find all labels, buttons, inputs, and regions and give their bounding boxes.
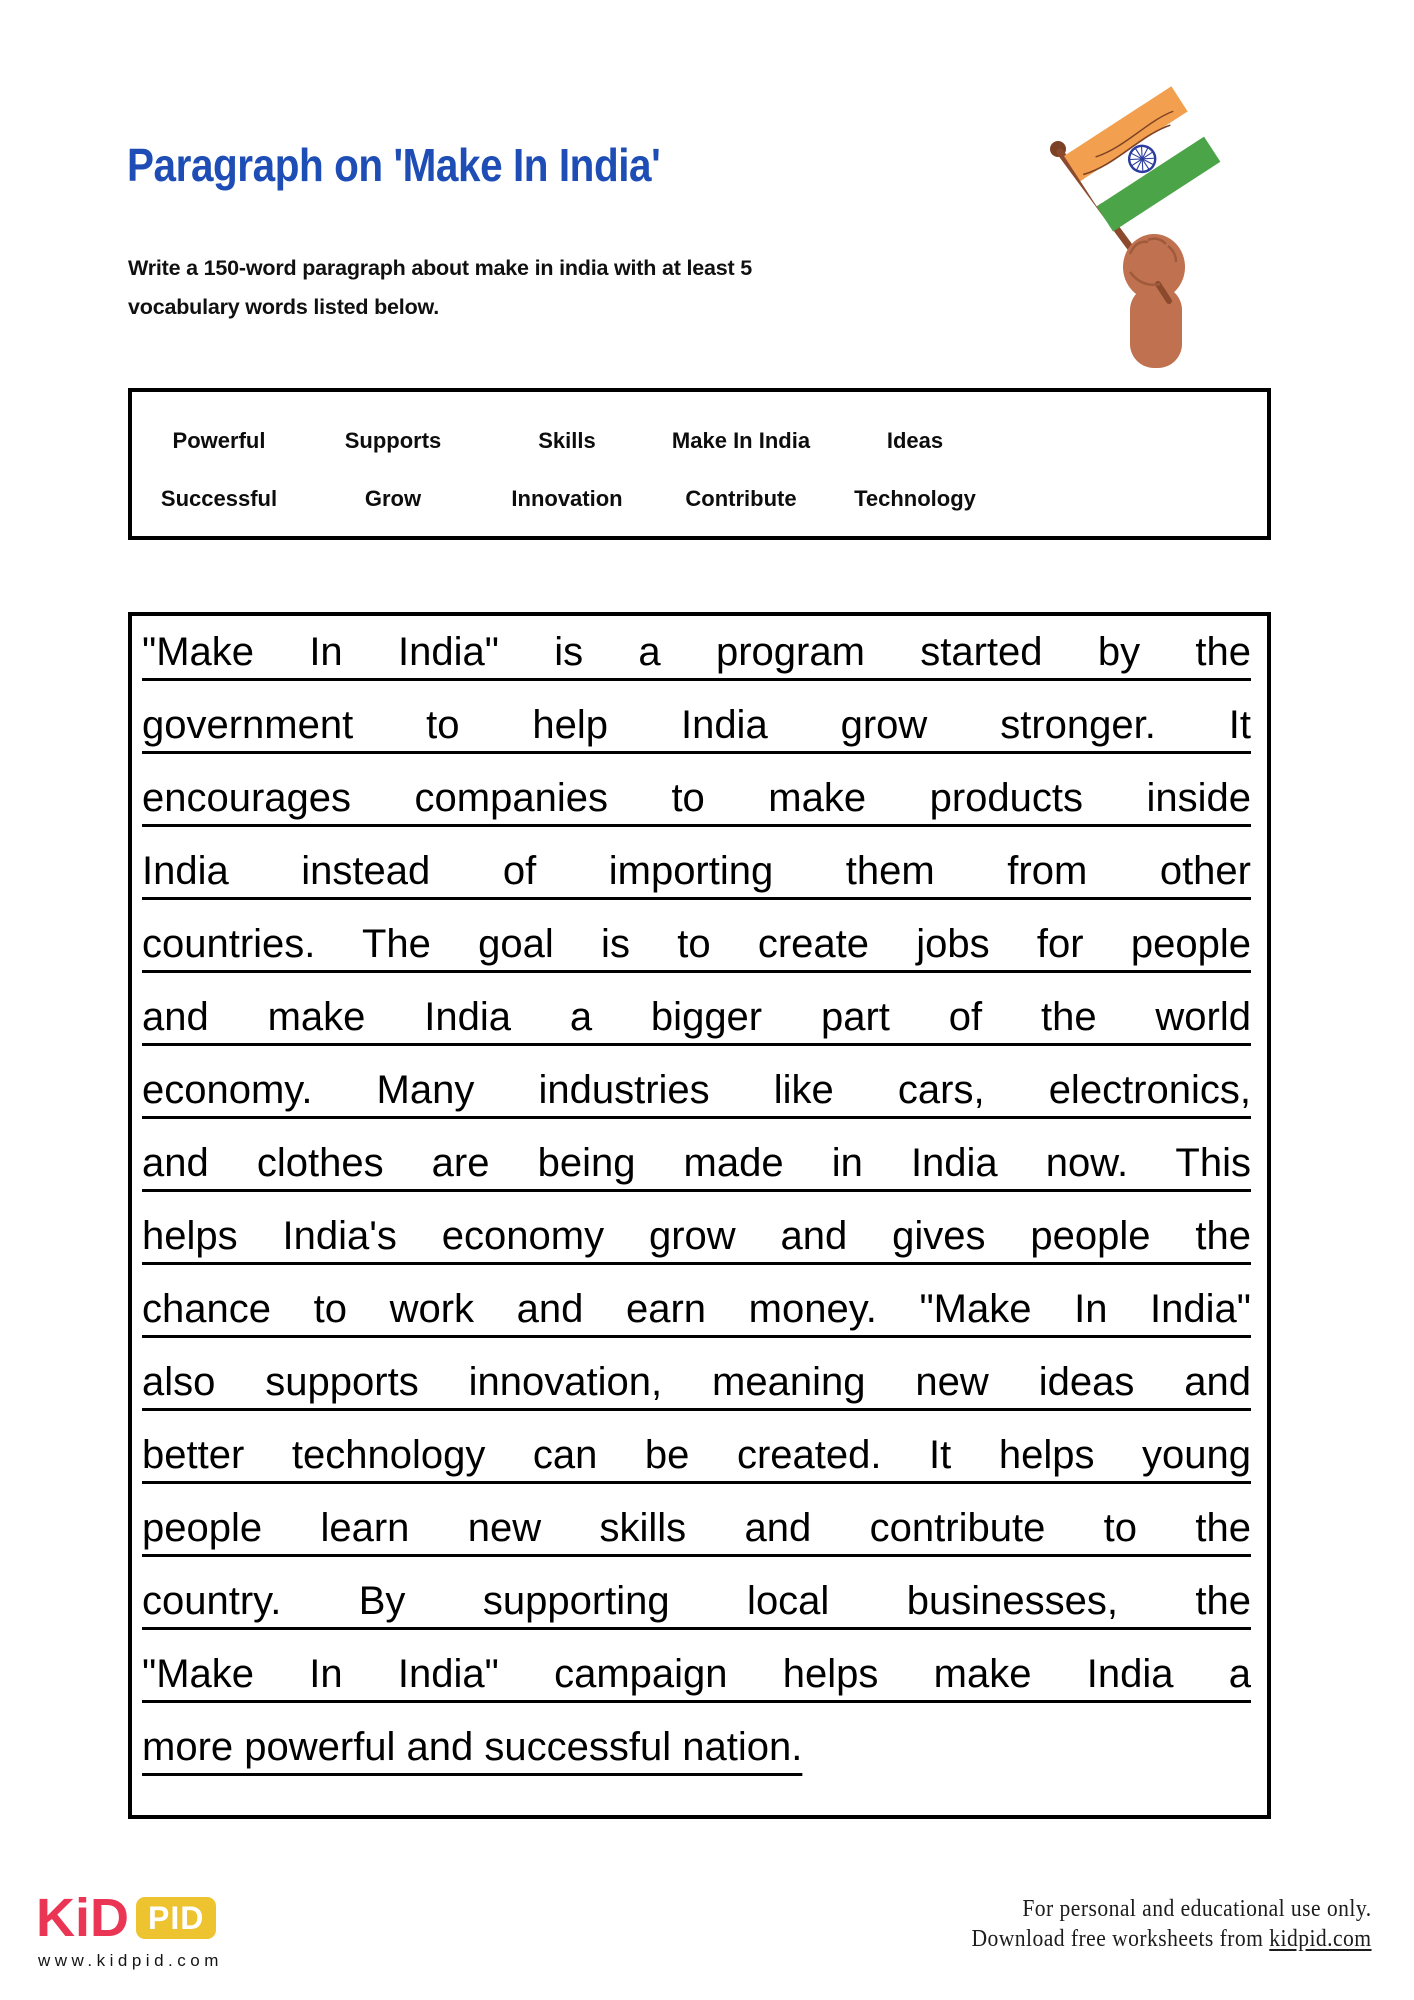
vocab-word: Make In India [671,428,811,453]
usage-note [972,1894,1372,1954]
page-title: Paragraph on 'Make In India' [127,139,661,191]
paragraph-line: country. By supporting local businesses, the [142,1579,1251,1623]
hand-holding-indian-flag-icon [1018,74,1270,376]
vocab-word: Supports [344,428,442,453]
vocabulary-grid [132,392,1267,528]
usage-note-line2 [972,1924,1372,1954]
vocabulary-box [128,388,1271,540]
paragraph-answer-box [128,612,1271,1819]
paragraph-line: better technology can be created. It helps young [142,1433,1251,1477]
vocab-word: Powerful [172,428,266,453]
paragraph-line: people learn new skills and contribute to the [142,1506,1251,1550]
vocab-word: Contribute [685,486,797,511]
kidpid-logo [36,1888,216,1948]
indian-flag [1064,86,1220,231]
paragraph-line: "Make In India" campaign helps make India a [142,1652,1251,1696]
vocab-word: Skills [538,428,596,453]
paragraph-line: and make India a bigger part of the world [142,995,1251,1039]
paragraph-line: India instead of importing them from other [142,849,1251,893]
paragraph-line: more powerful and successful nation. [142,1725,803,1769]
paragraph-line: and clothes are being made in India now. This [142,1141,1251,1185]
vocab-word: Innovation [511,486,623,511]
vocab-word: Technology [854,486,976,511]
paragraph-line: helps India's economy grow and gives people the [142,1214,1251,1258]
logo-kid-text: KiD [36,1888,129,1948]
paragraph-line: chance to work and earn money. "Make In India" [142,1287,1251,1331]
vocab-word: Successful [160,486,278,511]
paragraph-line: government to help India grow stronger. It [142,703,1251,747]
paragraph-line: encourages companies to make products inside [142,776,1251,820]
paragraph-line: economy. Many industries like cars, electronics, [142,1068,1251,1112]
vocab-word: Grow [364,486,422,511]
page-subtitle: Write a 150-word paragraph about make in india with at least 5 vocabulary words listed below. [128,256,753,319]
usage-note-line2-text: Download free worksheets from [971,1926,1270,1952]
paragraph-line: countries. The goal is to create jobs for people [142,922,1251,966]
paragraph-line: also supports innovation, meaning new ideas and [142,1360,1251,1404]
vocab-word: Ideas [886,428,944,453]
paragraph-line: "Make In India" is a program started by the [142,630,1251,674]
website-url: www.kidpid.com [38,1951,223,1970]
logo-pid-badge: PID [136,1897,216,1939]
fist [1123,234,1185,300]
usage-note-line1: For personal and educational use only. [1022,1896,1372,1922]
kidpid-link[interactable]: kidpid.com [1269,1926,1372,1952]
